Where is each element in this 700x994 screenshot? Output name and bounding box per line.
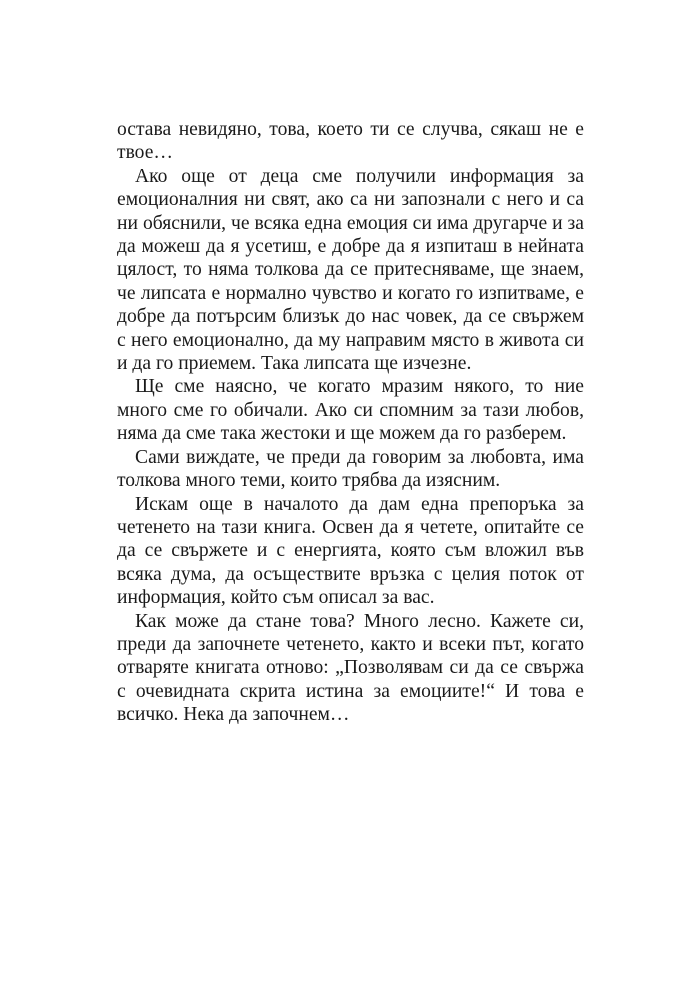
paragraph-topics: Сами виждате, че преди да говорим за любовта, има толкова много теми, които трябва да изясним. xyxy=(117,446,584,492)
paragraph-emotional-world: Ако още от деца сме получили информация за емоционалния ни свят, ако са ни запознали с него и са ни обяснили, че всяка една емоция си има другарче и за да можеш да я усетиш, е добре да я изпиташ в нейната цялост, то няма толкова да се притесняваме, ще знаем, че липсата е нормално чувство и когато го изпитваме, е добре да потърсим близък до нас човек, да се свържем с него емоционално, да му направим място в живота си и да го приемем. Така липсата ще изчезне. xyxy=(117,165,584,375)
paragraph-continued: остава невидяно, това, което ти се случва, сякаш не е твое… xyxy=(117,119,584,164)
paragraph-recommendation: Искам още в началото да дам една препоръка за четенето на тази книга. Освен да я четете, опитайте се да се свържете и с енергията, която съм вложил във всяка дума, да осъществите връзка с целия поток от информация, който съм описал за вас. xyxy=(117,493,584,609)
paragraph-how-to: Как може да стане това? Много лесно. Кажете си, преди да започнете четенето, както и всеки път, когато отваряте книгата отново: „Позволявам си да се свържа с очевидната скрита истина за емоциите!“ И това е всичко. Нека да започнем… xyxy=(117,610,584,726)
paragraph-hate-love: Ще сме наясно, че когато мразим някого, то ние много сме го обичали. Ако си спомним за тази любов, няма да сме така жестоки и ще можем да го разберем. xyxy=(117,376,584,445)
page-body-text xyxy=(117,118,584,727)
